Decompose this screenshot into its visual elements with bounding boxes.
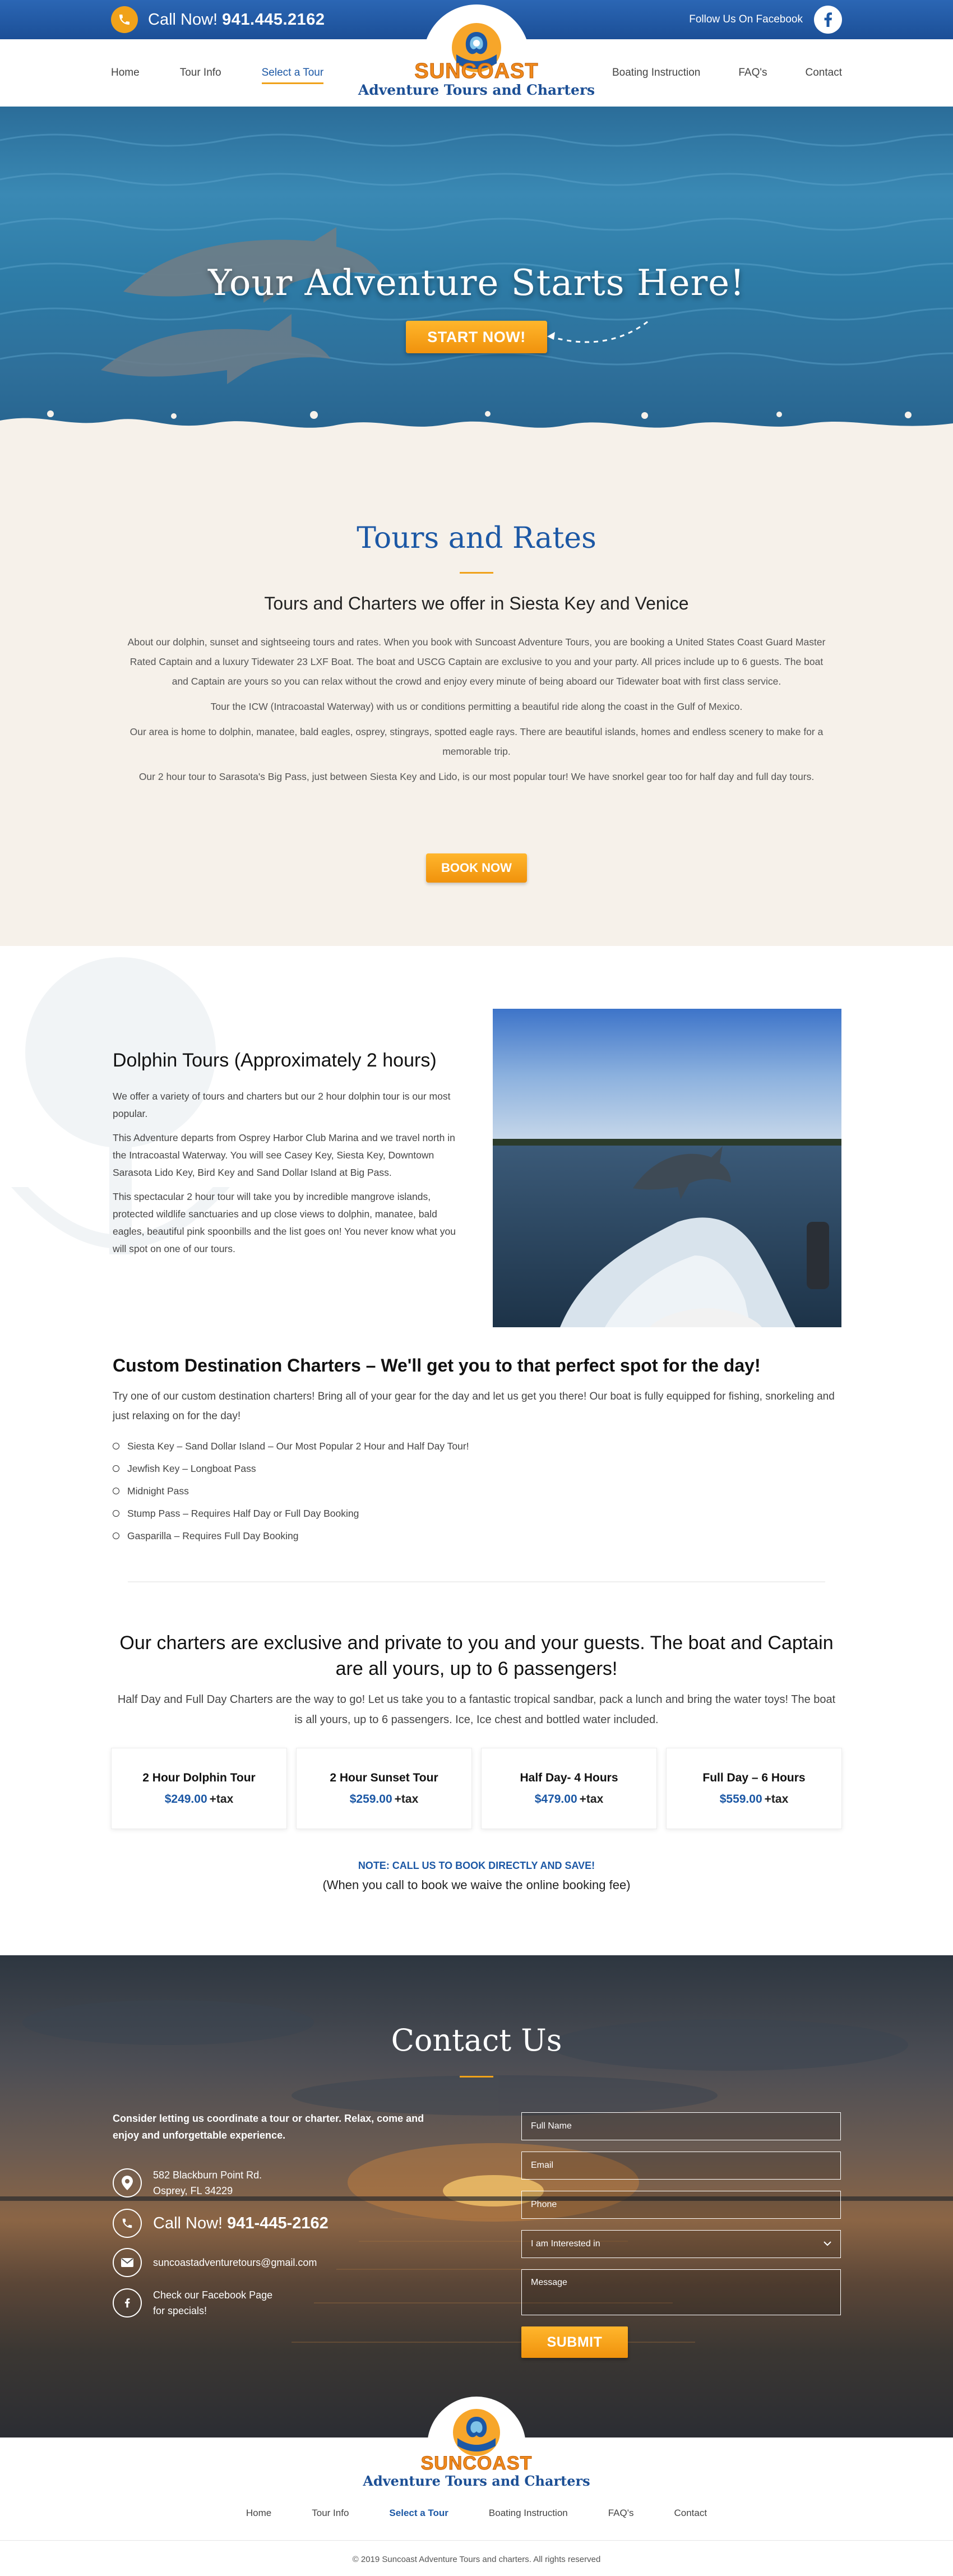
facebook-icon — [113, 2288, 142, 2318]
nav-select-tour[interactable]: Select a Tour — [262, 62, 324, 84]
dolphin-tours-title: Dolphin Tours (Approximately 2 hours) — [113, 1050, 437, 1071]
contact-email[interactable] — [113, 2248, 317, 2277]
bullet-icon — [113, 1465, 119, 1472]
contact-address — [113, 2167, 262, 2199]
start-now-button[interactable]: START NOW! — [406, 321, 547, 353]
submit-button[interactable]: SUBMIT — [521, 2326, 628, 2358]
booking-note: NOTE: CALL US TO BOOK DIRECTLY AND SAVE! — [358, 1860, 595, 1871]
price-tax: +tax — [209, 1792, 234, 1806]
email-field[interactable]: Email — [521, 2152, 841, 2180]
price-name: 2 Hour Dolphin Tour — [142, 1771, 256, 1784]
list-item-text: Jewfish Key – Longboat Pass — [127, 1462, 256, 1474]
destination-list — [113, 1435, 469, 1547]
price-card[interactable] — [296, 1748, 472, 1829]
footer-nav-select-tour[interactable]: Select a Tour — [389, 2508, 448, 2518]
bullet-icon — [113, 1443, 119, 1449]
dolphin-paragraph: This spectacular 2 hour tour will take you by incredible mangrove islands, protected wildlife sanctuaries and up close views to dolphin, manatee, bald eagles, beautiful pink spoonbills and the list goes on! You never know what you will spot on one of our tours. — [113, 1191, 456, 1254]
price-card[interactable] — [111, 1748, 287, 1829]
price-cards — [111, 1748, 842, 1829]
address-line-2: Osprey, FL 34229 — [153, 2185, 233, 2196]
rates-body — [123, 633, 830, 792]
contact-intro: Consider letting us coordinate a tour or charter. Relax, come and enjoy and unforgettable experience. — [113, 2113, 424, 2141]
nav-home[interactable]: Home — [111, 67, 140, 79]
contact-form — [521, 2112, 841, 2358]
contact-call-label: Call Now! — [153, 2214, 223, 2232]
hero-title: Your Adventure Starts Here! — [208, 262, 745, 304]
message-field[interactable]: Message — [521, 2269, 841, 2315]
phone-field[interactable]: Phone — [521, 2191, 841, 2219]
footer-nav-home[interactable]: Home — [246, 2508, 272, 2518]
dolphin-paragraph: This Adventure departs from Osprey Harbor Club Marina and we travel north in the Intracoastal Waterway. You will see Casey Key, Siesta Key, Downtown Sarasota Lido Key, Bird Key and Sand Dollar Island at Big Pass. — [113, 1132, 455, 1178]
price-card[interactable] — [666, 1748, 842, 1829]
list-item-text: Stump Pass – Requires Half Day or Full Day Booking — [127, 1507, 359, 1519]
footer-nav-boating-instruction[interactable]: Boating Instruction — [488, 2508, 568, 2518]
pricing-title: Our charters are exclusive and private to you and your guests. The boat and Captain are all yours, up to 6 passengers! — [119, 1632, 834, 1679]
contact-title-rule — [460, 2076, 493, 2078]
rates-paragraph: Tour the ICW (Intracoastal Waterway) with us or conditions permitting a beautiful ride along the coast in the Gulf of Mexico. — [210, 701, 743, 712]
price-name: Full Day – 6 Hours — [702, 1771, 806, 1784]
phone-icon — [111, 6, 138, 33]
price-tax: +tax — [579, 1792, 604, 1806]
custom-charters-title: Custom Destination Charters – We'll get you to that perfect spot for the day! — [113, 1355, 761, 1375]
list-item — [113, 1435, 469, 1457]
top-call[interactable] — [111, 6, 325, 33]
dolphin-tours-section — [0, 946, 953, 1338]
interest-select[interactable] — [521, 2230, 841, 2258]
custom-charters-section — [0, 1338, 953, 1585]
nav-contact[interactable]: Contact — [805, 67, 842, 79]
address-line-1: 582 Blackburn Point Rd. — [153, 2169, 262, 2181]
facebook-icon[interactable] — [814, 6, 842, 34]
price-card[interactable] — [481, 1748, 657, 1829]
envelope-icon — [113, 2248, 142, 2277]
nav-faqs[interactable]: FAQ's — [738, 67, 767, 79]
rates-paragraph: Our 2 hour tour to Sarasota's Big Pass, just between Siesta Key and Lido, is our most popular tour! We have snorkel gear too for half day and full day tours. — [138, 771, 815, 782]
footer-nav-contact[interactable]: Contact — [674, 2508, 707, 2518]
full-name-field[interactable]: Full Name — [521, 2112, 841, 2140]
price-amount: $479.00 — [534, 1792, 577, 1806]
map-pin-icon — [113, 2168, 142, 2198]
footer-nav-faqs[interactable]: FAQ's — [608, 2508, 634, 2518]
dolphin-image — [101, 227, 381, 384]
chevron-down-icon — [824, 2241, 831, 2247]
top-call-label: Call Now! — [148, 10, 218, 29]
list-item — [113, 1525, 469, 1547]
book-now-button[interactable]: BOOK NOW — [426, 853, 527, 883]
bullet-icon — [113, 1532, 119, 1539]
footer-logo-text[interactable] — [0, 2453, 953, 2489]
contact-title: Contact Us — [391, 2023, 562, 2058]
footer-divider — [0, 2540, 953, 2541]
contact-facebook[interactable] — [113, 2287, 272, 2319]
price-amount: $259.00 — [349, 1792, 392, 1806]
footer-nav-tour-info[interactable]: Tour Info — [312, 2508, 349, 2518]
list-item-text: Gasparilla – Requires Full Day Booking — [127, 1530, 299, 1541]
rates-paragraph: About our dolphin, sunset and sightseeing tours and rates. When you book with Suncoast Adventure Tours, you are booking a United States Coast Guard Master Rated Captain and a luxury Tidewater 23 LXF Boat. The boat and USCG Captain are exclusive to you and your party. All prices include up to 6 guests. The boat and Captain are yours so you can relax without the crowd and enjoy every minute of being aboard our Tidewater boat with first class service. — [127, 636, 826, 687]
section-divider — [128, 1581, 825, 1582]
price-amount: $249.00 — [164, 1792, 207, 1806]
rates-title-rule — [460, 572, 493, 574]
footer-logo-tagline: Adventure Tours and Charters — [363, 2473, 590, 2489]
dolphin-photo — [493, 1009, 841, 1327]
facebook-label[interactable]: Follow Us On Facebook — [689, 13, 803, 25]
price-amount: $559.00 — [719, 1792, 762, 1806]
footer — [0, 2437, 953, 2576]
contact-email-address[interactable]: suncoastadventuretours@gmail.com — [153, 2257, 317, 2268]
list-item-text: Midnight Pass — [127, 1485, 189, 1497]
facebook-line-1[interactable]: Check our Facebook Page — [153, 2289, 273, 2301]
rates-title: Tours and Rates — [357, 521, 596, 555]
price-tax: +tax — [394, 1792, 419, 1806]
contact-call-number[interactable]: 941-445-2162 — [227, 2214, 329, 2232]
bullet-icon — [113, 1510, 119, 1517]
pricing-subtitle: Half Day and Full Day Charters are the way to go! Let us take you to a fantastic tropical sandbar, pack a lunch and bring the water toys! The boat is all yours, up to 6 passengers. Ice, Ice chest and bottled water included. — [117, 1693, 836, 1726]
pricing-section — [0, 1585, 953, 1955]
tours-rates-section — [0, 460, 953, 946]
nav-boating-instruction[interactable]: Boating Instruction — [612, 67, 701, 79]
rates-paragraph: Our area is home to dolphin, manatee, bald eagles, osprey, stingrays, spotted eagle rays. There are beautiful islands, homes and endless scenery to make for a memorable trip. — [129, 726, 824, 757]
footer-nav — [0, 2508, 953, 2519]
rates-subtitle: Tours and Charters we offer in Siesta Key and Venice — [264, 593, 689, 613]
dolphin-paragraph: We offer a variety of tours and charters but our 2 hour dolphin tour is our most popular. — [113, 1091, 451, 1119]
footer-logo-brand: SUNCOAST — [420, 2453, 533, 2474]
facebook-line-2[interactable]: for specials! — [153, 2305, 207, 2316]
bullet-icon — [113, 1488, 119, 1494]
price-name: 2 Hour Sunset Tour — [330, 1771, 438, 1784]
contact-section — [0, 1955, 953, 2437]
price-name: Half Day- 4 Hours — [520, 1771, 618, 1784]
logo-text[interactable] — [0, 61, 953, 99]
booking-note-sub: (When you call to book we waive the online booking fee) — [322, 1878, 631, 1892]
copyright: © 2019 Suncoast Adventure Tours and charters. All rights reserved — [352, 2555, 601, 2564]
dolphin-tours-text — [113, 1088, 460, 1264]
interest-select-value: I am Interested in — [531, 2239, 600, 2249]
list-item-text: Siesta Key – Sand Dollar Island – Our Most Popular 2 Hour and Half Day Tour! — [127, 1440, 469, 1452]
list-item — [113, 1457, 469, 1480]
price-tax: +tax — [764, 1792, 789, 1806]
logo-tagline: Adventure Tours and Charters — [358, 82, 595, 98]
phone-icon — [113, 2209, 142, 2238]
top-facebook[interactable] — [689, 6, 842, 34]
custom-charters-intro: Try one of our custom destination charters! Bring all of your gear for the day and let us get you there! Our boat is fully equipped for fishing, snorkeling and just relaxing on for the day! — [113, 1391, 835, 1422]
hero-banner — [0, 107, 953, 460]
top-call-number[interactable]: 941.445.2162 — [222, 10, 325, 29]
list-item — [113, 1502, 469, 1525]
nav-tour-info[interactable]: Tour Info — [179, 67, 221, 79]
logo-brand: SUNCOAST — [414, 59, 539, 83]
list-item — [113, 1480, 469, 1502]
contact-phone[interactable] — [113, 2209, 329, 2238]
